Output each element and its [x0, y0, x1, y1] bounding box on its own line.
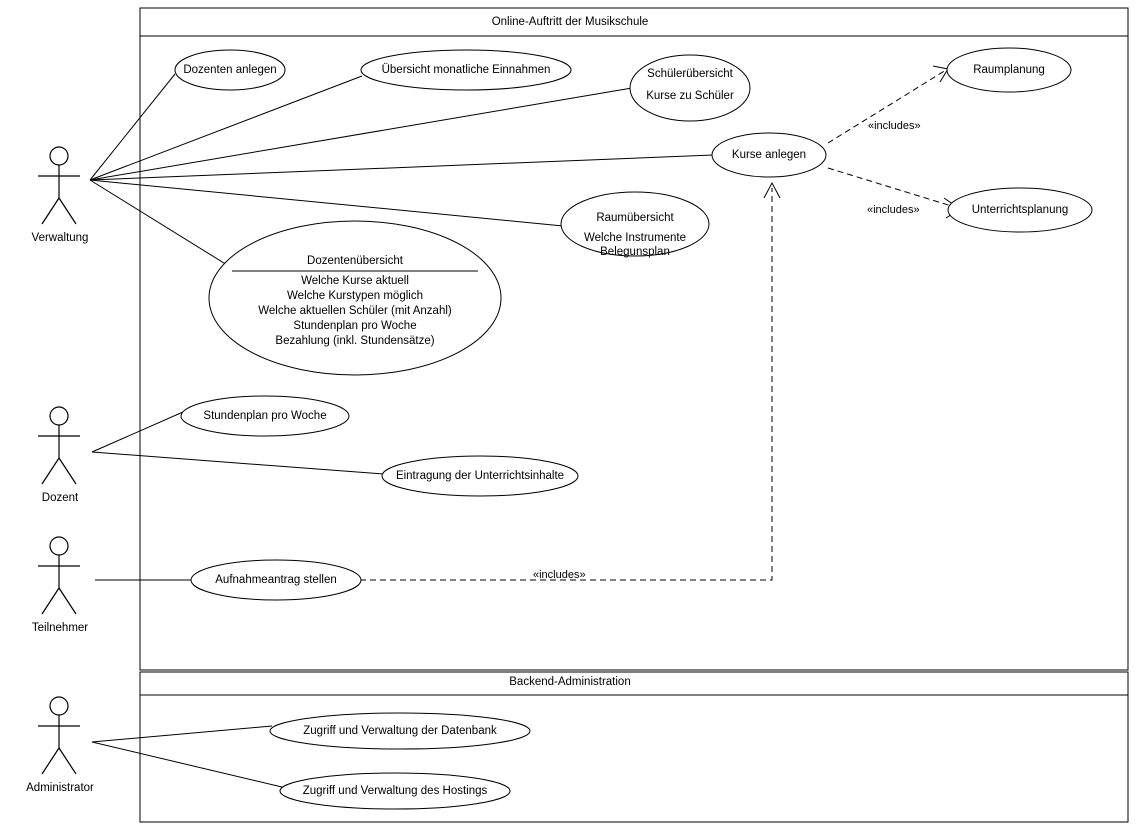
relation-label-includes-raumplanung: «includes» — [868, 120, 921, 132]
relation-label-includes-unterrichtsplanung: «includes» — [867, 204, 920, 216]
actor-administrator — [38, 697, 80, 774]
relation-label-includes-kurse-anlegen: «includes» — [533, 569, 586, 581]
use-case-label-kurse-anlegen: Kurse anlegen — [731, 149, 807, 161]
use-case-label-schuelueruebersicht: Schülerübersicht — [647, 68, 733, 80]
use-case-schuelueruebersicht[interactable] — [630, 55, 750, 121]
use-case-label-dozentenuebersicht-line-3: Welche aktuellen Schüler (mit Anzahl) — [258, 305, 452, 317]
use-case-label-dozentenuebersicht-line-2: Welche Kurstypen möglich — [287, 290, 423, 302]
use-case-label-dozenten-anlegen: Dozenten anlegen — [183, 64, 277, 76]
use-case-label-zugriff-hosting: Zugriff und Verwaltung des Hostings — [302, 785, 488, 797]
use-case-label-raumuebersicht-line-2: Belegunsplan — [600, 246, 670, 258]
actor-label-teilnehmer: Teilnehmer — [31, 622, 89, 634]
assoc-verwaltung-raumuebersicht — [90, 180, 563, 226]
actor-label-verwaltung: Verwaltung — [31, 232, 89, 244]
actor-verwaltung — [38, 147, 80, 224]
actor-label-administrator: Administrator — [26, 782, 94, 794]
actor-teilnehmer — [38, 537, 80, 614]
assoc-admin-hosting — [92, 742, 282, 787]
use-case-label-uebersicht-einnahmen: Übersicht monatliche Einnahmen — [381, 64, 551, 76]
use-case-label-raumplanung: Raumplanung — [973, 64, 1045, 76]
use-case-label-dozentenuebersicht-line-1: Welche Kurse aktuell — [301, 275, 409, 287]
actor-label-dozent: Dozent — [41, 492, 79, 504]
use-case-label-unterrichtsplanung: Unterrichtsplanung — [971, 204, 1069, 216]
assoc-dozent-stundenplan — [92, 412, 183, 452]
use-case-label-dozentenuebersicht: Dozentenübersicht — [307, 255, 403, 267]
use-case-label-aufnahmeantrag-stellen: Aufnahmeantrag stellen — [215, 574, 337, 586]
use-case-label-schuelueruebersicht-line-1: Kurse zu Schüler — [646, 90, 734, 102]
assoc-verwaltung-dozentenuebersicht — [90, 180, 232, 268]
use-case-label-raumuebersicht-line-1: Welche Instrumente — [583, 232, 687, 244]
use-case-label-stundenplan-woche: Stundenplan pro Woche — [203, 410, 327, 422]
actor-dozent — [38, 407, 80, 484]
assoc-verwaltung-einnahmen — [90, 76, 362, 180]
use-case-label-raumuebersicht: Raumübersicht — [596, 212, 674, 224]
use-case-label-dozentenuebersicht-line-4: Stundenplan pro Woche — [293, 320, 417, 332]
system-title-online: Online-Auftritt der Musikschule — [491, 16, 649, 28]
assoc-admin-datenbank — [92, 726, 272, 742]
system-title-backend: Backend-Administration — [509, 676, 631, 688]
use-case-label-eintragung-unterrichtsinhalte: Eintragung der Unterrichtsinhalte — [395, 470, 565, 482]
use-case-label-dozentenuebersicht-line-5: Bezahlung (inkl. Stundensätze) — [275, 335, 435, 347]
assoc-dozent-eintragung — [92, 452, 383, 474]
assoc-verwaltung-schueleruebersicht — [90, 88, 632, 180]
assoc-verwaltung-kurse-anlegen — [90, 155, 713, 180]
use-case-label-zugriff-datenbank: Zugriff und Verwaltung der Datenbank — [303, 725, 497, 737]
